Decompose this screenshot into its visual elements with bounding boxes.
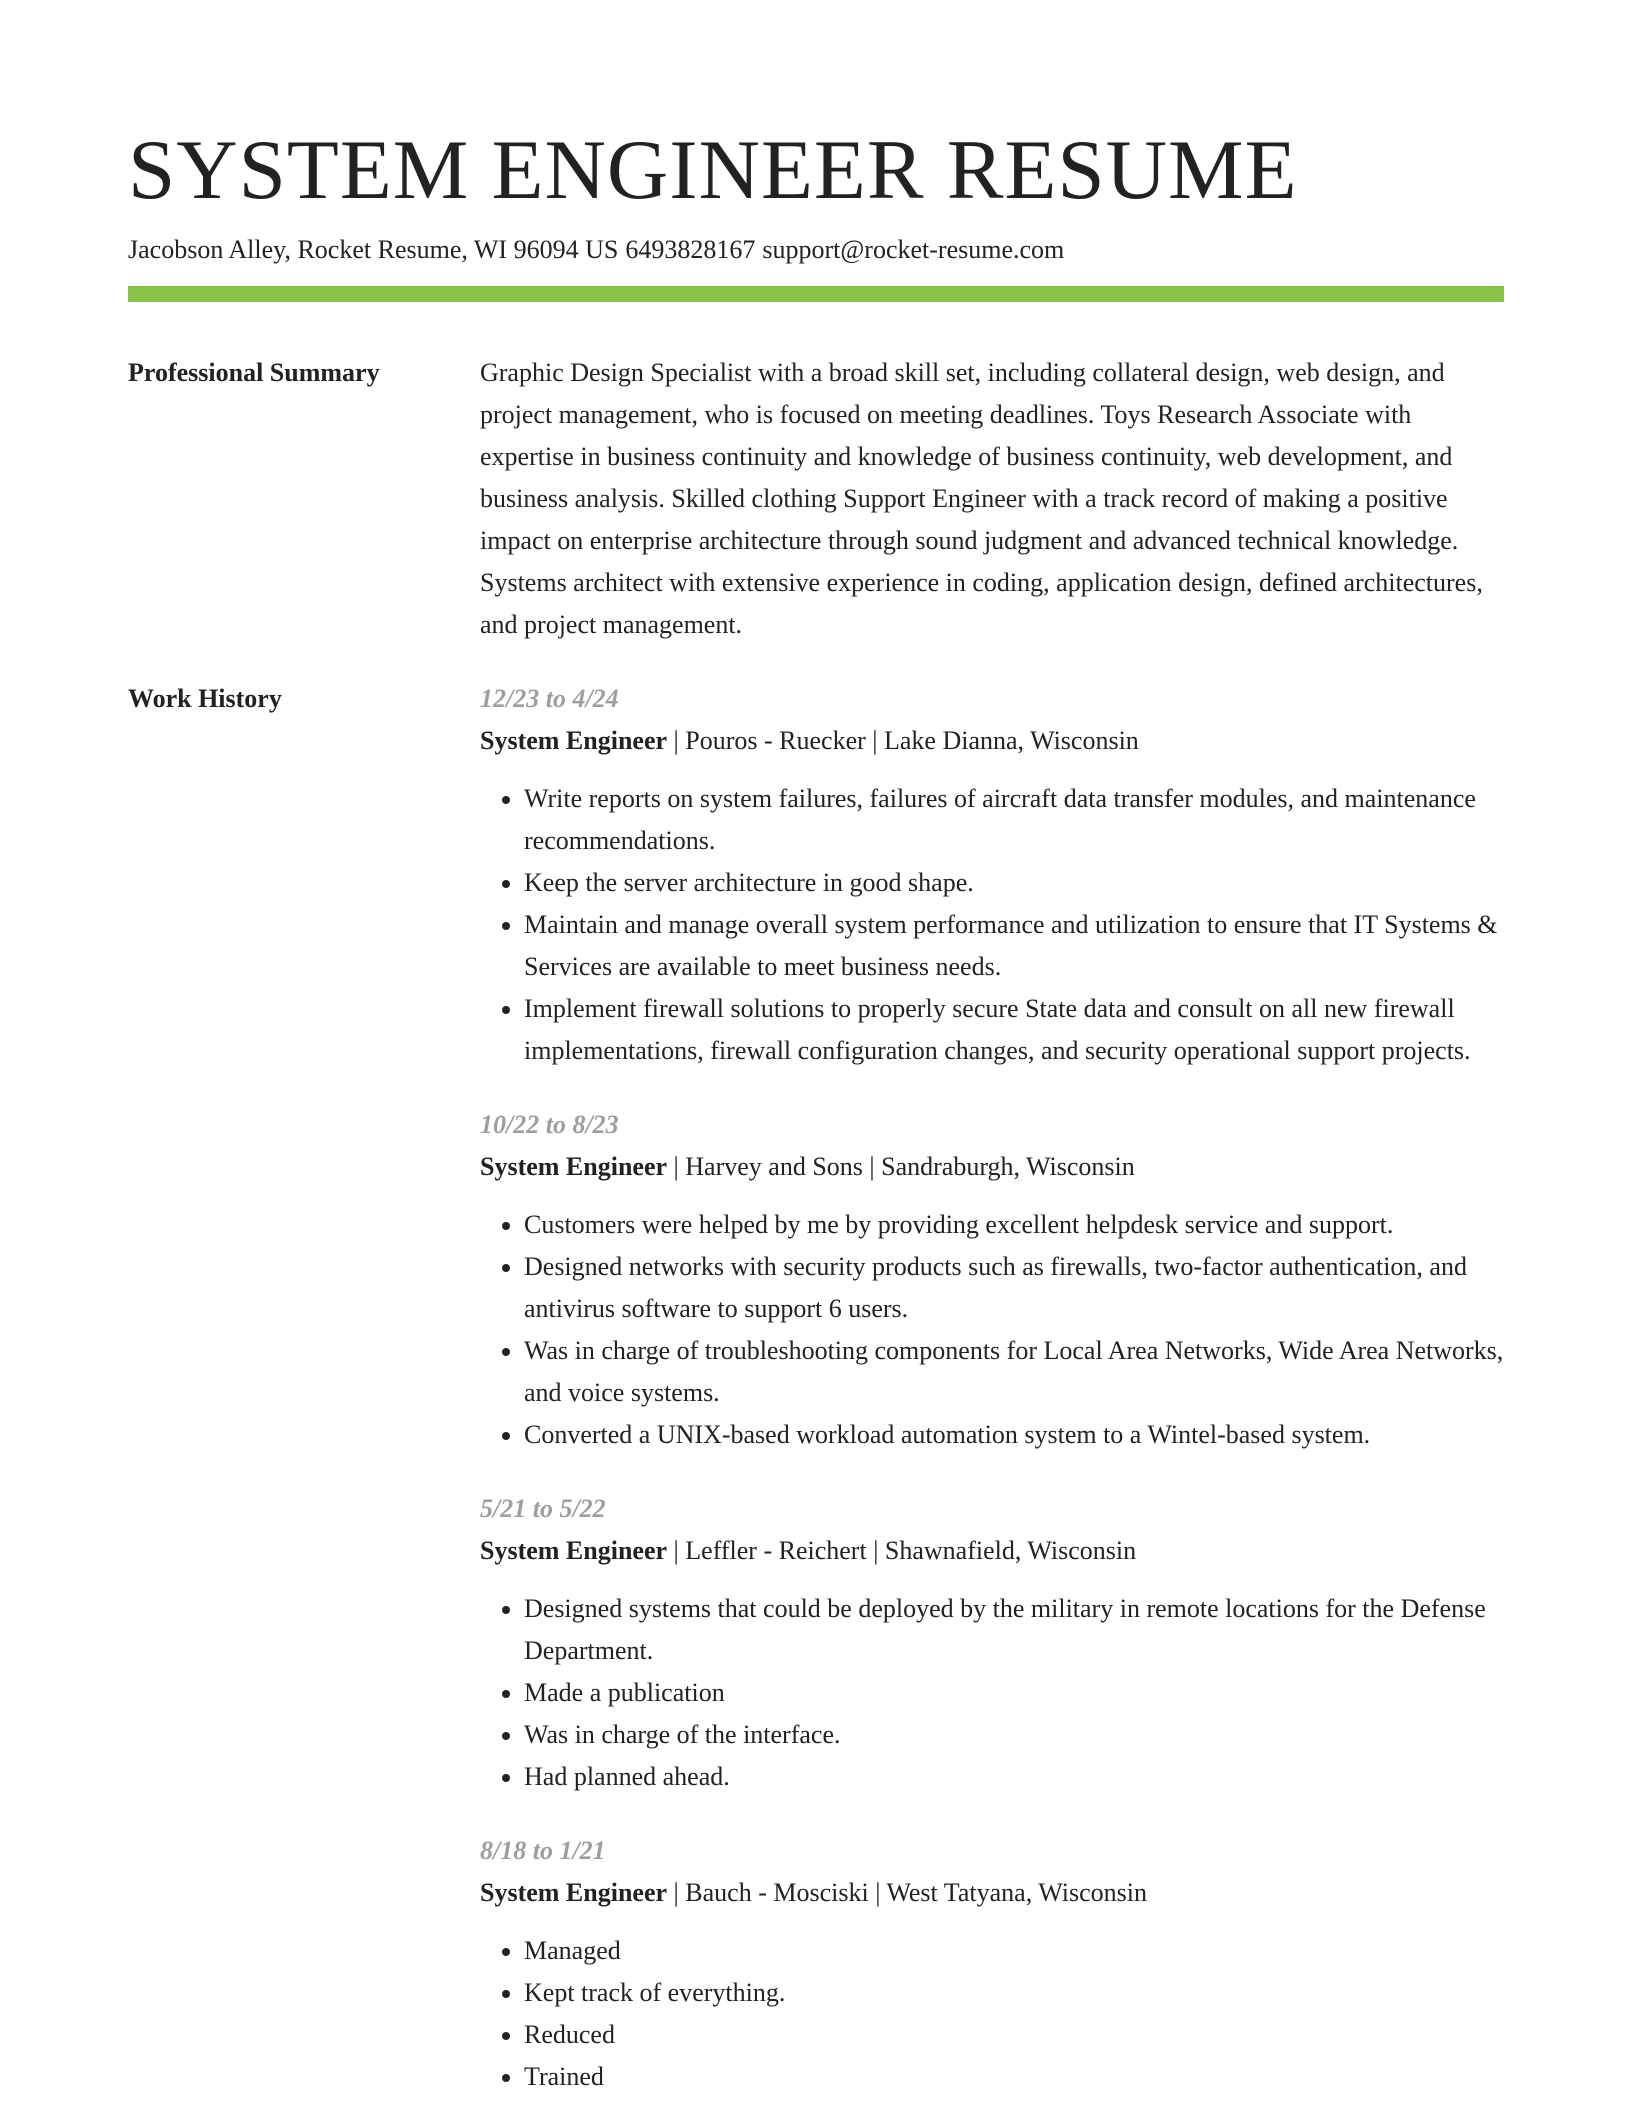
duty-list	[480, 1204, 1504, 1456]
work-history-list	[480, 678, 1504, 2098]
duty-item: • Kept track of everything.	[524, 1972, 1504, 2014]
job-location: Shawnafield, Wisconsin	[884, 1536, 1137, 1565]
contact-email: support@rocket-resume.com	[762, 235, 1065, 264]
separator: |	[873, 1536, 879, 1565]
job-heading	[480, 1530, 1504, 1572]
duty-item: • Converted a UNIX-based workload automation system to a Wintel-based system.	[524, 1414, 1504, 1456]
summary-text: Graphic Design Specialist with a broad skill set, including collateral design, web design, and project management, who is focused on meeting deadlines. Toys Research Associate with expertise in business continuity and knowledge of business continuity, web development, and business analysis. Skilled clothing Support Engineer with a track record of making a positive impact on enterprise architecture through sound judgment and advanced technical knowledge. Systems architect with extensive experience in coding, application design, defined architectures, and project management.	[480, 358, 1483, 639]
duty-list	[480, 778, 1504, 1072]
duty-item: • Was in charge of the interface.	[524, 1714, 1504, 1756]
separator: |	[673, 726, 679, 755]
duty-item: • Trained	[524, 2056, 1504, 2098]
job-dates: 10/22 to 8/23	[480, 1110, 619, 1139]
separator: |	[673, 1536, 679, 1565]
job-location: West Tatyana, Wisconsin	[886, 1878, 1147, 1907]
job-entry	[480, 678, 1504, 1072]
work-history-heading: Work History	[128, 684, 282, 713]
resume-page	[128, 118, 1504, 2098]
job-dates: 8/18 to 1/21	[480, 1836, 606, 1865]
duty-list	[480, 1930, 1504, 2098]
job-location: Lake Dianna, Wisconsin	[884, 726, 1139, 755]
summary-heading: Professional Summary	[128, 358, 380, 387]
separator: |	[872, 726, 878, 755]
job-company: Leffler - Reichert	[685, 1536, 867, 1565]
duty-item: • Managed	[524, 1930, 1504, 1972]
resume-title: SYSTEM ENGINEER RESUME	[128, 123, 1298, 217]
duty-list	[480, 1588, 1504, 1798]
job-heading	[480, 1146, 1504, 1188]
duty-item: • Made a publication	[524, 1672, 1504, 1714]
accent-divider	[128, 286, 1504, 302]
contact-address: Jacobson Alley, Rocket Resume, WI 96094 US	[128, 235, 619, 264]
duty-item: • Had planned ahead.	[524, 1756, 1504, 1798]
job-company: Pouros - Ruecker	[685, 726, 866, 755]
summary-section	[128, 352, 1504, 646]
job-company: Bauch - Mosciski	[685, 1878, 869, 1907]
duty-item: • Implement firewall solutions to properly secure State data and consult on all new firewall implementations, firewall configuration changes, and security operational support projects.	[524, 988, 1504, 1072]
duty-item: • Maintain and manage overall system performance and utilization to ensure that IT Systems & Services are available to meet business needs.	[524, 904, 1504, 988]
job-dates: 5/21 to 5/22	[480, 1494, 606, 1523]
job-title: System Engineer	[480, 726, 668, 755]
job-entry	[480, 1104, 1504, 1456]
job-title: System Engineer	[480, 1536, 668, 1565]
duty-item: • Write reports on system failures, failures of aircraft data transfer modules, and maintenance recommendations.	[524, 778, 1504, 862]
work-history-section	[128, 678, 1504, 2098]
job-heading	[480, 720, 1504, 762]
separator: |	[673, 1152, 679, 1181]
job-location: Sandraburgh, Wisconsin	[881, 1152, 1135, 1181]
job-title: System Engineer	[480, 1152, 668, 1181]
duty-item: • Designed systems that could be deployed by the military in remote locations for the Defense Department.	[524, 1588, 1504, 1672]
job-title: System Engineer	[480, 1878, 668, 1907]
duty-item: • Reduced	[524, 2014, 1504, 2056]
job-entry	[480, 1488, 1504, 1798]
contact-line	[128, 234, 1504, 266]
job-entry	[480, 1830, 1504, 2098]
duty-item: • Was in charge of troubleshooting components for Local Area Networks, Wide Area Networks, and voice systems.	[524, 1330, 1504, 1414]
job-heading	[480, 1872, 1504, 1914]
job-company: Harvey and Sons	[685, 1152, 863, 1181]
duty-item: • Designed networks with security products such as firewalls, two-factor authentication, and antivirus software to support 6 users.	[524, 1246, 1504, 1330]
separator: |	[673, 1878, 679, 1907]
duty-item: • Keep the server architecture in good shape.	[524, 862, 1504, 904]
contact-phone: 6493828167	[625, 235, 756, 264]
separator: |	[869, 1152, 875, 1181]
separator: |	[875, 1878, 881, 1907]
duty-item: • Customers were helped by me by providing excellent helpdesk service and support.	[524, 1204, 1504, 1246]
job-dates: 12/23 to 4/24	[480, 684, 619, 713]
